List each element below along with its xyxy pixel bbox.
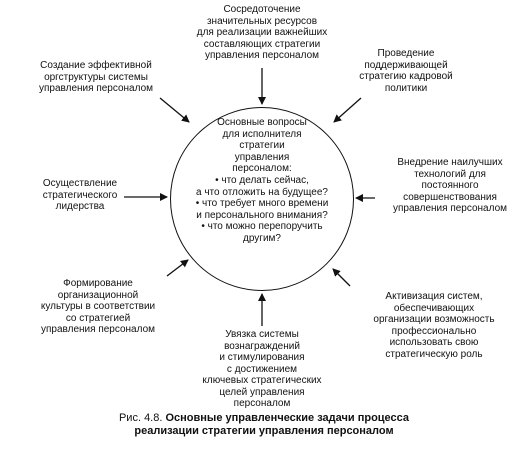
node-bottom: Увязка системы вознаграждений и стимулирования с достижением ключевых стратегических целей управления персоналом — [202, 329, 322, 409]
node-bottom-left: Формирование организационной культуры в соответствии со стратегией управления персоналом — [40, 278, 156, 335]
caption-title-line1: Основные управленческие задачи процесса — [165, 412, 410, 424]
arrow-bottom-left — [167, 260, 188, 276]
center-questions: Основные вопросы для исполнителя стратегии управления персоналом: • что делать сейчас, а что отложить на будущее? • что требует много времени и персонального внимания? • что можно перепоручить другим? — [195, 117, 329, 244]
node-top-left: Создание эффективной оргструктуры системы управления персоналом — [39, 60, 153, 94]
node-right: Внедрение наилучших технологий для постоянного совершенствования управления персоналом — [393, 157, 507, 214]
caption-prefix: Рис. 4.8. — [118, 412, 163, 424]
node-bottom-right: Активизация систем, обеспечивающих организации возможность профессионально использовать свою стратегическую роль — [373, 291, 495, 360]
node-left: Осуществление стратегического лидерства — [42, 178, 118, 212]
node-top: Сосредоточение значительных ресурсов для реализации важнейших составляющих стратегии управления персоналом — [196, 4, 328, 61]
caption-title-line2: реализации стратегии управления персоналом — [134, 425, 394, 437]
figure-caption — [0, 412, 528, 438]
arrow-bottom-right — [333, 269, 350, 286]
node-top-right: Проведение поддерживающей стратегию кадровой политики — [359, 48, 453, 94]
